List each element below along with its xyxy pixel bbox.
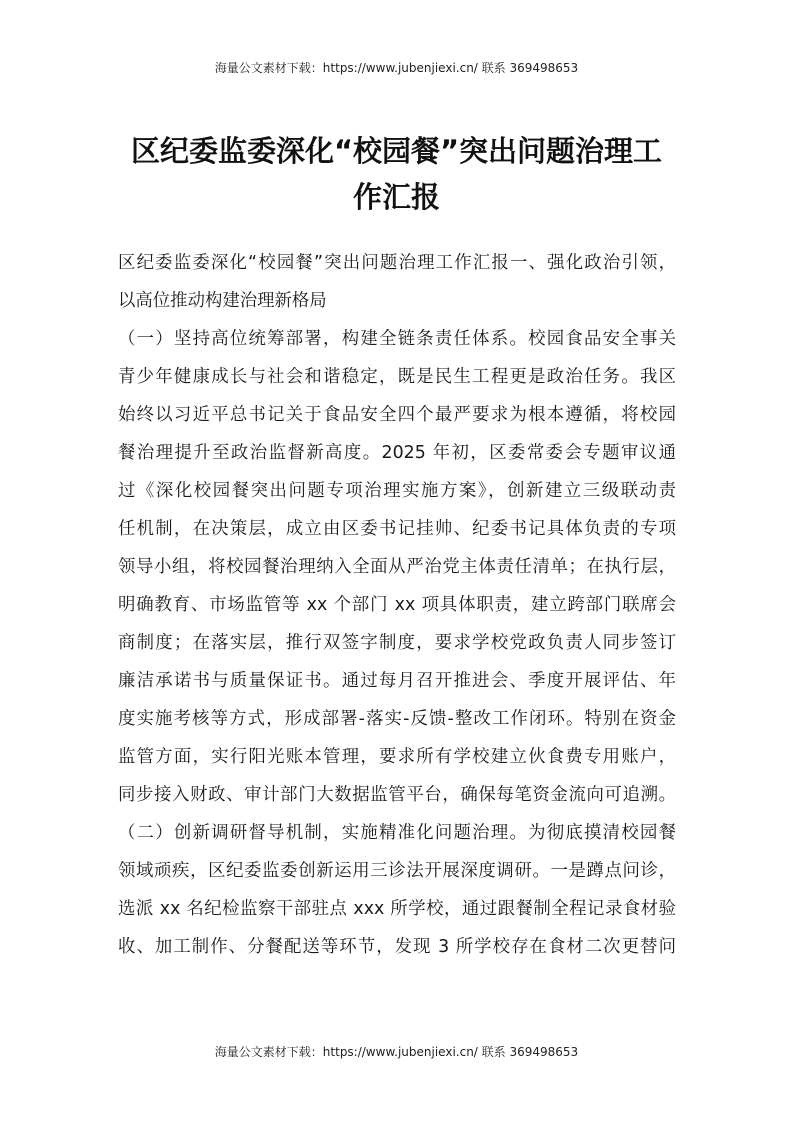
body-line: 领域顽疾，区纪委监委创新运用三诊法开展深度调研。一是蹲点问诊，: [118, 861, 676, 881]
body-line: 区纪委监委深化“校园餐”突出问题治理工作汇报一、强化政治引领，: [118, 253, 676, 273]
body-line: 过《深化校园餐突出问题专项治理实施方案》，创新建立三级联动责: [118, 481, 676, 501]
document-title-line-1: 区纪委监委深化“校园餐”突出问题治理工: [130, 134, 663, 168]
body-line: 监管方面，实行阳光账本管理，要求所有学校建立伙食费专用账户，: [118, 747, 676, 767]
document-title-line-2: 作汇报: [352, 180, 440, 214]
body-line: 餐治理提升至政治监督新高度。2025 年初，区委常委会专题审议通: [118, 443, 676, 463]
body-line: 廉洁承诺书与质量保证书。通过每月召开推进会、季度开展评估、年: [118, 671, 676, 691]
body-line: 任机制，在决策层，成立由区委书记挂帅、纪委书记具体负责的专项: [118, 519, 676, 539]
body-line: 收、加工制作、分餐配送等环节，发现 3 所学校存在食材二次更替问: [118, 937, 676, 957]
body-line: （二）创新调研督导机制，实施精准化问题治理。为彻底摸清校园餐: [118, 823, 676, 843]
page-footer: 海量公文素材下载：https://www.jubenjiexi.cn/ 联系 369498653: [214, 1045, 579, 1059]
body-line: （一）坚持高位统筹部署，构建全链条责任体系。校园食品安全事关: [118, 329, 676, 349]
body-line: 领导小组，将校园餐治理纳入全面从严治党主体责任清单；在执行层，: [118, 557, 676, 577]
body-line: 选派 xx 名纪检监察干部驻点 xxx 所学校，通过跟餐制全程记录食材验: [118, 899, 676, 919]
body-line: 同步接入财政、审计部门大数据监管平台，确保每笔资金流向可追溯。: [118, 785, 676, 805]
page-header: 海量公文素材下载：https://www.jubenjiexi.cn/ 联系 369498653: [214, 61, 579, 75]
body-line: 以高位推动构建治理新格局: [118, 291, 327, 311]
document-title: [0, 128, 793, 220]
document-body: [118, 244, 676, 966]
body-line: 始终以习近平总书记关于食品安全四个最严要求为根本遵循，将校园: [118, 405, 676, 425]
body-line: 度实施考核等方式，形成部署-落实-反馈-整改工作闭环。特别在资金: [118, 709, 676, 729]
body-line: 商制度；在落实层，推行双签字制度，要求学校党政负责人同步签订: [118, 633, 676, 653]
body-line: 青少年健康成长与社会和谐稳定，既是民生工程更是政治任务。我区: [118, 367, 676, 387]
body-line: 明确教育、市场监管等 xx 个部门 xx 项具体职责，建立跨部门联席会: [118, 595, 676, 615]
